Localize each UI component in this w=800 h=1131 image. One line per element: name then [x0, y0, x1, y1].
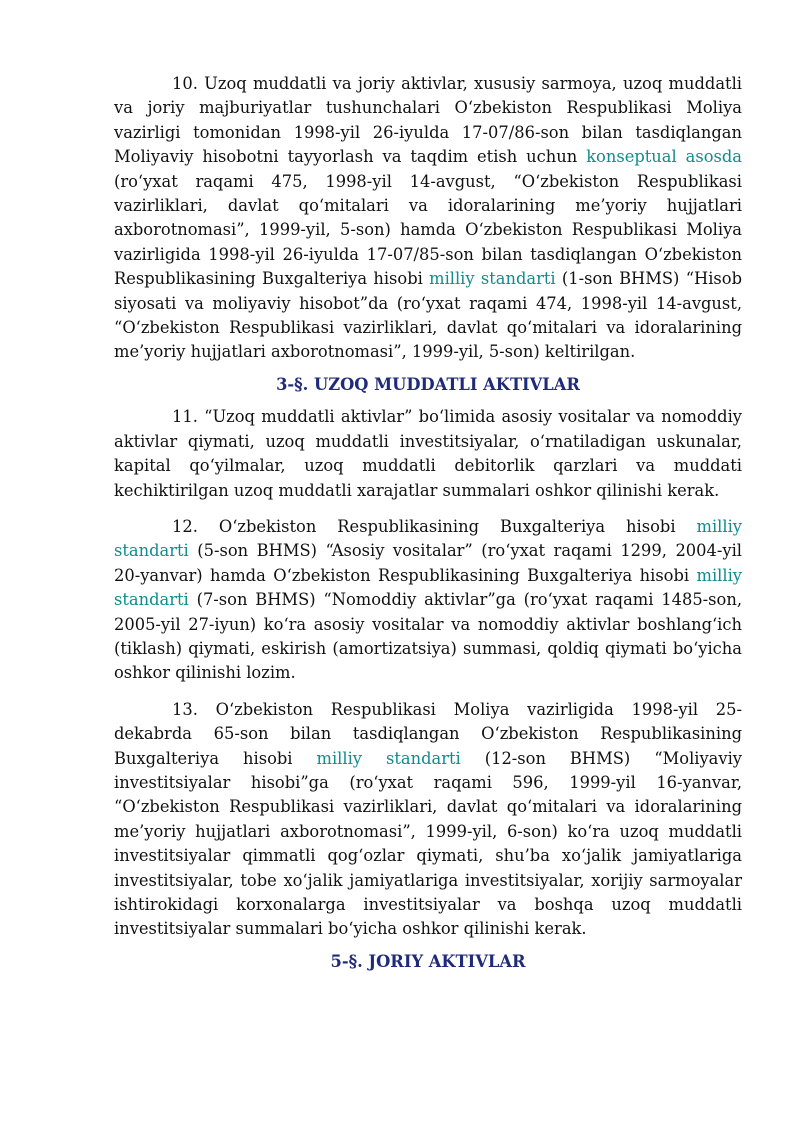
paragraph-12	[114, 515, 742, 686]
link-milliy-standarti-7[interactable]: milliy standarti	[114, 565, 742, 610]
paragraph-10-text-3: (1-son BHMS) “Hisob siyosati va moliyaviy hisobot”da (ro‘yxat raqami 474, 1998-yil 14-avgust, “O‘zbekiston Respublikasi vazirliklari, davlat qo‘mitalari va idoralarining me’yoriy hujjatlari axborotnomasi”, 1999-yil, 5-son) keltirilgan.	[114, 269, 743, 362]
paragraph-12-text-2: (5-son BHMS) “Asosiy vositalar” (ro‘yxat raqami 1299, 2004-yil 20-yanvar) hamda O‘zbekiston Respublikasining Buxgalteriya hisobi	[114, 541, 742, 585]
link-konseptual-asos[interactable]: konseptual asosda	[586, 147, 742, 167]
paragraph-10-text-1: 10. Uzoq muddatli va joriy aktivlar, xususiy sarmoya, uzoq muddatli va joriy majburiyatlar tushunchalari O‘zbekiston Respublikasi Moliya vazirligi tomonidan 1998-yil 26-iyulda 17-07/86-son bilan tasdiqlangan Moliyaviy hisobotni tayyorlash va taqdim etish uchun	[114, 74, 742, 167]
paragraph-12-text-3: (7-son BHMS) “Nomoddiy aktivlar”ga (ro‘yxat raqami 1485-son, 2005-yil 27-iyun) ko‘ra asosiy vositalar va nomoddiy aktivlar boshlang‘ich (tiklash) qiymati, eskirish (amortizatsiya) summasi, qoldiq qiymati bo‘yicha oshkor qilinishi lozim.	[114, 590, 742, 683]
section-heading-3: 3-§. UZOQ MUDDATLI AKTIVLAR	[276, 374, 580, 394]
paragraph-13-text-1: 13. O‘zbekiston Respublikasi Moliya vazirligida 1998-yil 25-dekabrda 65-son bilan tasdiqlangan O‘zbekiston Respublikasining Buxgalteriya hisobi	[114, 699, 742, 768]
section-heading-5: 5-§. JORIY AKTIVLAR	[330, 951, 526, 971]
document-page	[114, 72, 742, 982]
paragraph-10-text-2: (ro‘yxat raqami 475, 1998-yil 14-avgust, “O‘zbekiston Respublikasi vazirliklari, davlat qo‘mitalari va idoralarining me’yoriy hujjatlari axborotnomasi”, 1999-yil, 5-son) hamda O‘zbekiston Respublikasi Moliya vazirligida 1998-yil 26-iyulda 17-07/85-son bilan tasdiqlangan O‘zbekiston Respublikasining Buxgalteriya hisobi	[114, 171, 742, 289]
paragraph-12-text-1: 12. O‘zbekiston Respublikasining Buxgalteriya hisobi	[172, 516, 697, 536]
paragraph-13-text-2: (12-son BHMS) “Moliyaviy investitsiyalar hisobi”ga (ro‘yxat raqami 596, 1999-yil 16-yanvar, “O‘zbekiston Respublikasi vazirliklari, davlat qo‘mitalari va idoralarining me’yoriy hujjatlari axborotnomasi”, 1999-yil, 6-son) ko‘ra uzoq muddatli investitsiyalar qimmatli qog‘ozlar qiymati, shu’ba xo‘jalik jamiyatlariga investitsiyalar, tobe xo‘jalik jamiyatlariga investitsiyalar, xorijiy sarmoyalar ishtirokidagi korxonalarga investitsiyalar va boshqa uzoq muddatli investitsiyalar summalari bo‘yicha oshkor qilinishi kerak.	[114, 748, 742, 939]
link-milliy-standarti-5[interactable]: milliy standarti	[114, 516, 742, 561]
paragraph-11: 11. “Uzoq muddatli aktivlar” bo‘limida asosiy vositalar va nomoddiy aktivlar qiymati, uzoq muddatli investitsiyalar, o‘rnatiladigan uskunalar, kapital qo‘yilmalar, uzoq muddatli debitorlik qarzlari va muddati kechiktirilgan uzoq muddatli xarajatlar summalari oshkor qilinishi kerak.	[114, 407, 742, 500]
link-milliy-standarti-1[interactable]: milliy standarti	[429, 269, 556, 289]
paragraph-13	[114, 698, 742, 942]
link-milliy-standarti-12[interactable]: milliy standarti	[316, 748, 461, 768]
paragraph-10	[114, 72, 742, 365]
